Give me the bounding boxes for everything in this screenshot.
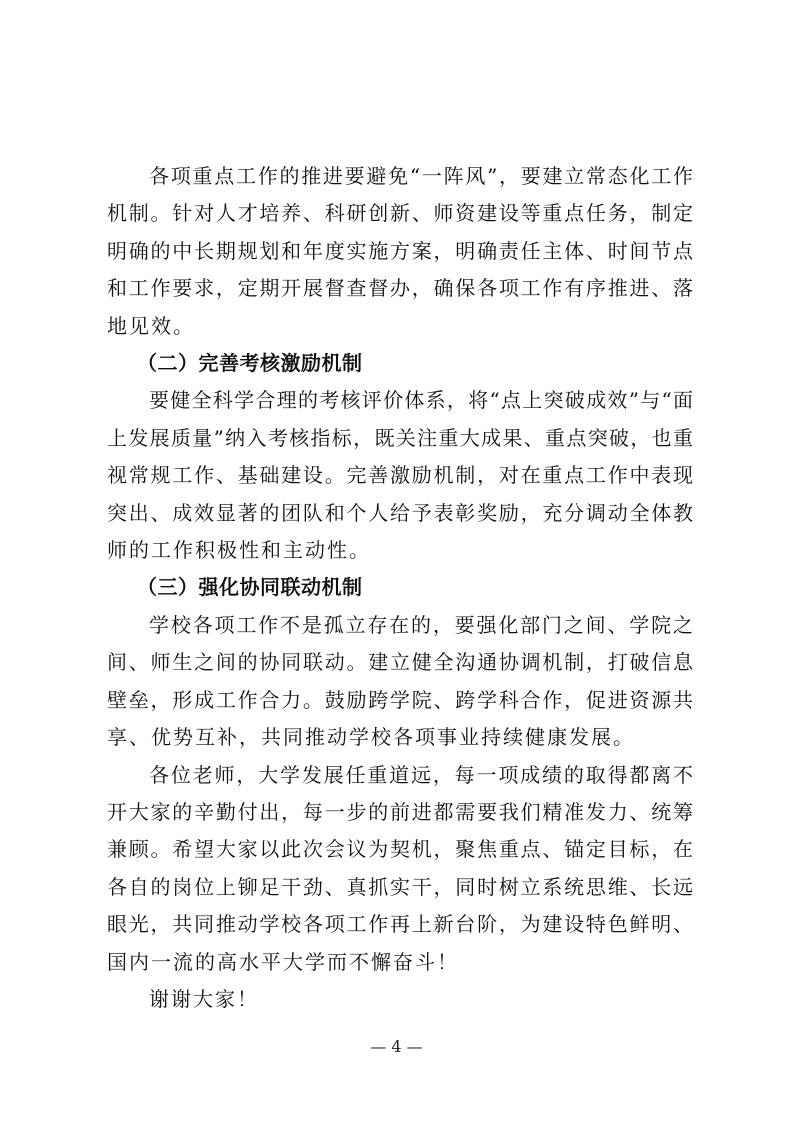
text-line: （三）强化协同联动机制 [137, 575, 363, 600]
text-line: 间、师生之间的协同联动。建立健全沟通协调机制，打破信息 [107, 650, 693, 675]
text-line: （二）完善考核激励机制 [137, 351, 363, 376]
text-line: 突出、成效显著的团队和个人给予表彰奖励，充分调动全体教 [107, 500, 693, 525]
paragraph [107, 158, 693, 345]
text-line: 明确的中长期规划和年度实施方案，明确责任主体、时间节点 [107, 238, 693, 263]
document-body [107, 158, 693, 1018]
text-line: 享、优势互补，共同推动学校各项事业持续健康发展。 [107, 725, 635, 750]
text-line: 眼光，共同推动学校各项工作再上新台阶，为建设特色鲜明、 [107, 912, 693, 937]
text-line: 国内一流的高水平大学而不懈奋斗！ [107, 949, 459, 974]
paragraph [107, 981, 693, 1018]
text-line: 上发展质量”纳入考核指标，既关注重大成果、重点突破，也重 [107, 425, 693, 450]
text-line: 和工作要求，定期开展督查督办，确保各项工作有序推进、落 [107, 276, 693, 301]
text-line: 各位老师，大学发展任重道远，每一项成绩的取得都离不 [149, 762, 693, 787]
text-line: 各自的岗位上铆足干劲、真抓实干，同时树立系统思维、长远 [107, 874, 693, 899]
text-line: 要健全科学合理的考核评价体系，将“点上突破成效”与“面 [149, 388, 693, 413]
text-line: 学校各项工作不是孤立存在的，要强化部门之间、学院之 [149, 612, 693, 637]
text-line: 师的工作积极性和主动性。 [107, 538, 371, 563]
paragraph [107, 757, 693, 981]
text-line: 地见效。 [107, 313, 195, 338]
section-heading [107, 569, 693, 606]
text-line: 视常规工作、基础建设。完善激励机制，对在重点工作中表现 [107, 463, 693, 488]
text-line: 各项重点工作的推进要避免“一阵风”，要建立常态化工作 [149, 164, 693, 188]
paragraph [107, 382, 693, 569]
page-number: — 4 — [370, 1037, 423, 1056]
section-heading [107, 345, 693, 382]
text-line: 机制。针对人才培养、科研创新、师资建设等重点任务，制定 [107, 201, 693, 226]
text-line: 开大家的辛勤付出，每一步的前进都需要我们精准发力、统筹 [107, 799, 693, 824]
text-line: 壁垒，形成工作合力。鼓励跨学院、跨学科合作，促进资源共 [107, 687, 693, 712]
paragraph [107, 607, 693, 757]
text-line: 兼顾。希望大家以此次会议为契机，聚焦重点、锚定目标，在 [107, 837, 693, 862]
text-line: 谢谢大家！ [149, 986, 259, 1011]
